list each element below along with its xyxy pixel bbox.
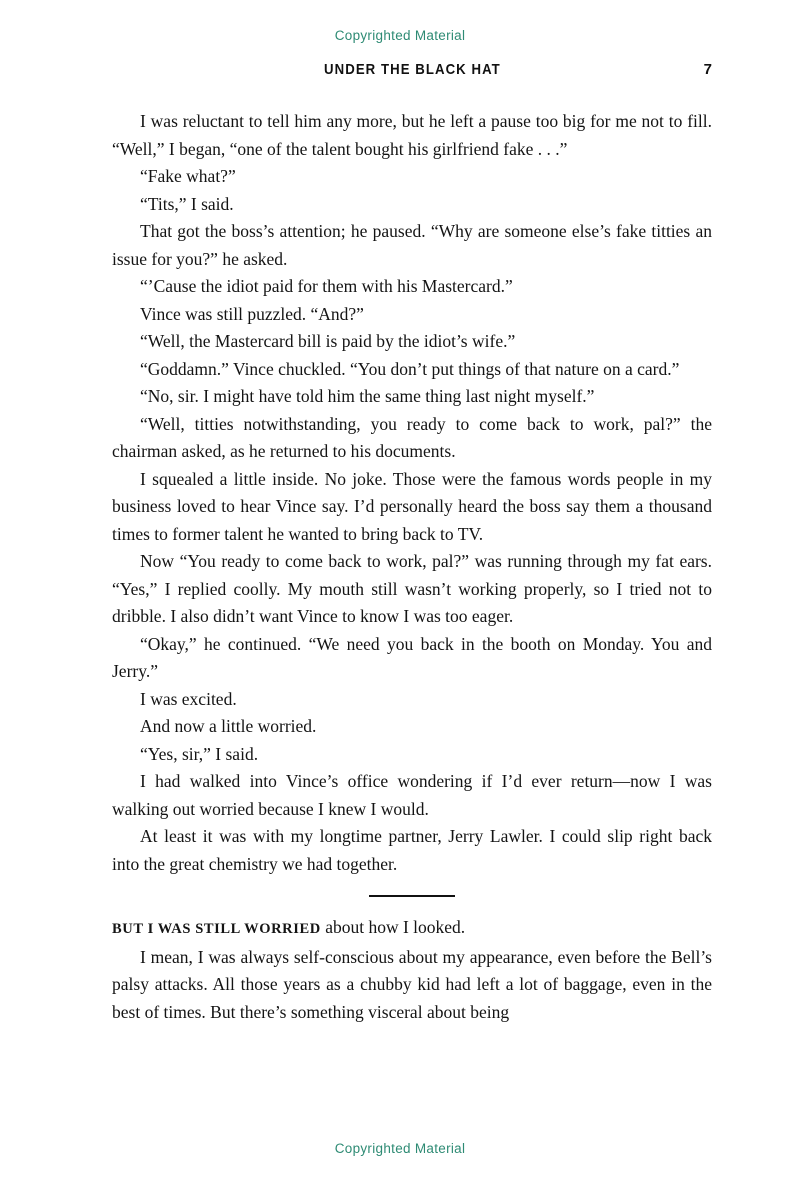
copyright-notice-bottom: Copyrighted Material bbox=[334, 1141, 466, 1156]
body-text bbox=[112, 108, 712, 1026]
paragraph: “Tits,” I said. bbox=[140, 193, 234, 214]
paragraph: At least it was with my longtime partner, Jerry Lawler. I could slip right back into the great chemistry we had together. bbox=[112, 826, 712, 874]
page-number: 7 bbox=[703, 61, 712, 78]
section-divider bbox=[369, 895, 455, 897]
paragraph: And now a little worried. bbox=[140, 716, 317, 736]
paragraph: “Well, the Mastercard bill is paid by the idiot’s wife.” bbox=[140, 331, 516, 351]
running-title: UNDER THE BLACK HAT bbox=[323, 61, 501, 78]
paragraphs-main bbox=[112, 108, 712, 878]
paragraph: I was reluctant to tell him any more, but he left a pause too big for me not to fill. “Well,” I began, “one of the talent bought his girlfriend fake . . .” bbox=[112, 111, 712, 159]
paragraphs-closing bbox=[112, 944, 712, 1027]
paragraph: Vince was still puzzled. “And?” bbox=[140, 303, 364, 324]
paragraph: “No, sir. I might have told him the same thing last night myself.” bbox=[140, 386, 595, 406]
running-header bbox=[112, 61, 712, 78]
paragraph: I had walked into Vince’s office wondering if I’d ever return—now I was walking out worried because I knew I would. bbox=[112, 771, 712, 819]
paragraph: “’Cause the idiot paid for them with his Mastercard.” bbox=[140, 276, 513, 296]
paragraph: Now “You ready to come back to work, pal?” was running through my fat ears. “Yes,” I replied coolly. My mouth still wasn’t working properly, so I tried not to dribble. I also didn’t want Vince to know I was too eager. bbox=[112, 551, 712, 626]
paragraph: That got the boss’s attention; he paused. “Why are someone else’s fake titties an issue for you?” he asked. bbox=[112, 221, 712, 269]
section-lead-smallcaps: BUT I WAS STILL WORRIED bbox=[112, 921, 321, 937]
paragraph: I was excited. bbox=[140, 688, 237, 709]
paragraph: “Fake what?” bbox=[140, 166, 236, 186]
paragraph: I mean, I was always self-conscious about my appearance, even before the Bell’s palsy attacks. All those years as a chubby kid had left a lot of baggage, even in the best of times. But there’s something visceral about being bbox=[112, 946, 712, 1022]
section-lead-paragraph bbox=[112, 914, 712, 944]
section-lead-rest: about how I looked. bbox=[320, 917, 466, 937]
paragraph: “Okay,” he continued. “We need you back in the booth on Monday. You and Jerry.” bbox=[112, 633, 712, 681]
paragraph: I squealed a little inside. No joke. Those were the famous words people in my business loved to hear Vince say. I’d personally heard the boss say them a thousand times to former talent he wanted to bring back to TV. bbox=[112, 468, 712, 544]
paragraph: “Goddamn.” Vince chuckled. “You don’t put things of that nature on a card.” bbox=[140, 358, 680, 379]
paragraph: “Yes, sir,” I said. bbox=[140, 743, 259, 764]
paragraph: “Well, titties notwithstanding, you ready to come back to work, pal?” the chairman asked, as he returned to his documents. bbox=[112, 413, 712, 461]
copyright-notice-top: Copyrighted Material bbox=[334, 28, 466, 43]
